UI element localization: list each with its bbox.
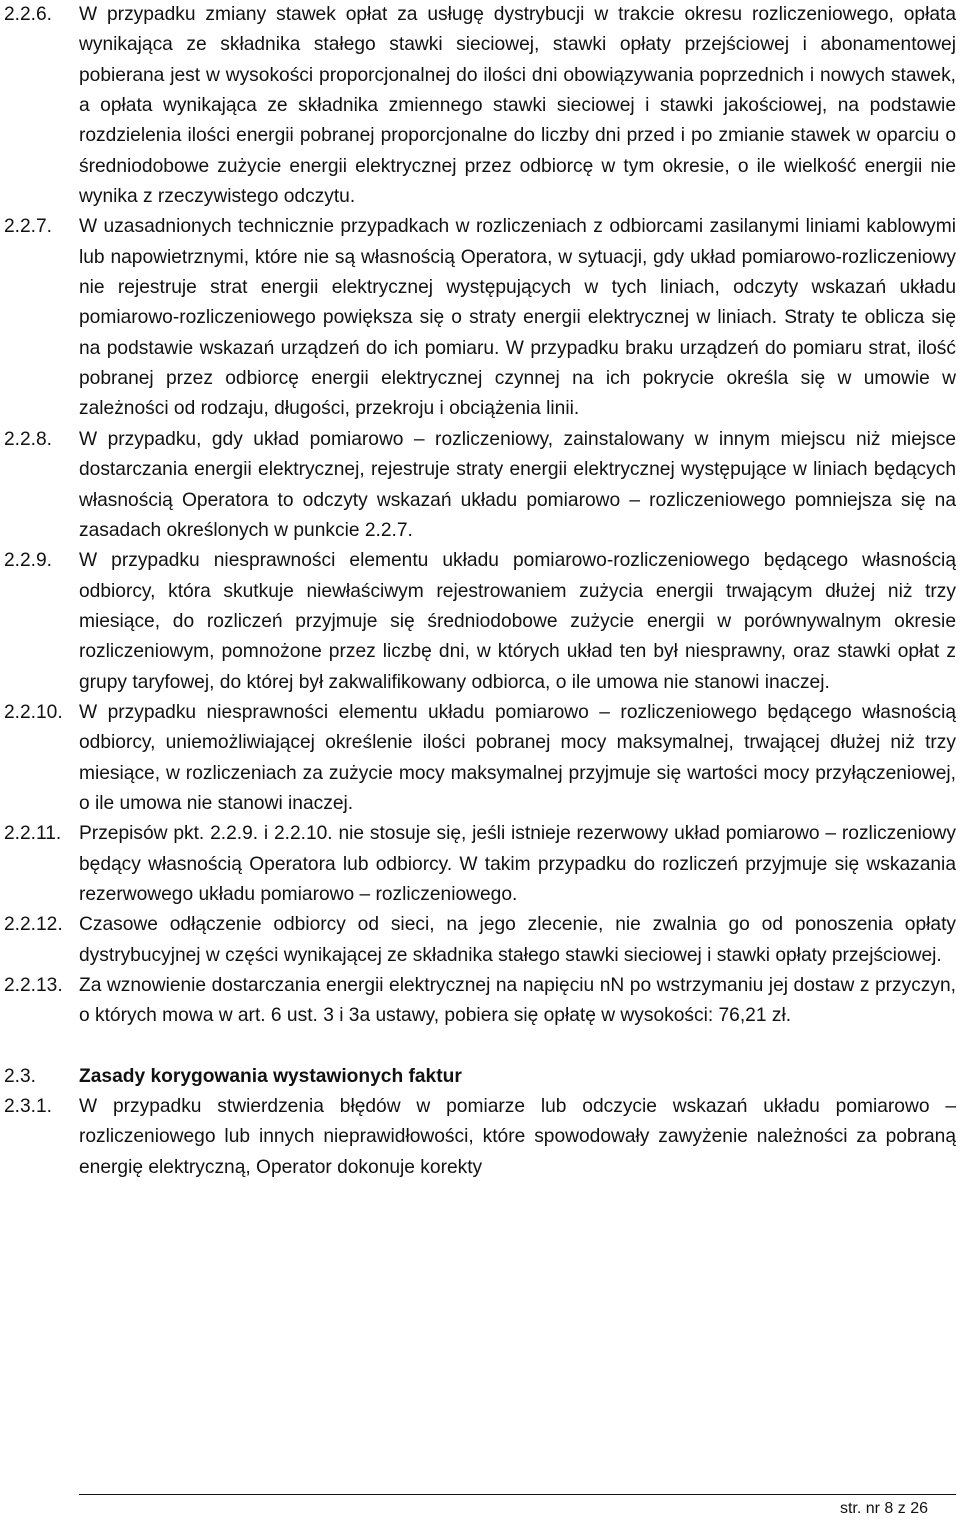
paragraph-text: Przepisów pkt. 2.2.9. i 2.2.10. nie stosuje się, jeśli istnieje rezerwowy układ pomiarowo – rozliczeniowy będący własnością Operatora lub odbiorcy. W takim przypadku do rozliczeń przyjmuje się wskazania rezerwowego układu pomiarowo – rozliczeniowego.: [79, 823, 956, 905]
paragraph-2-2-11: [4, 819, 956, 910]
paragraph-2-2-6: [4, 0, 956, 212]
paragraph-text: Czasowe odłączenie odbiorcy od sieci, na jego zlecenie, nie zwalnia go od ponoszenia opłaty dystrybucyjnej w części wynikającej ze składnika stałego stawki sieciowej i stawki opłaty przejściowej.: [79, 914, 956, 966]
paragraph-text: W uzasadnionych technicznie przypadkach w rozliczeniach z odbiorcami zasilanymi liniami kablowymi lub napowietrznymi, które nie są własnością Operatora, w sytuacji, gdy układ pomiarowo-rozliczeniowy nie rejestruje strat energii elektrycznej występujących w tych liniach, odczyty wskazań układu pomiarowo-rozliczeniowego powiększa się o straty energii elektrycznej w liniach. Straty te oblicza się na podstawie wskazań urządzeń do ich pomiaru. W przypadku braku urządzeń do pomiaru strat, ilość pobranej przez odbiorcę energii elektrycznej czynnej na ich pokrycie określa się w umowie w zależności od rodzaju, długości, przekroju i obciążenia linii.: [79, 216, 956, 420]
paragraph-2-2-8: [4, 425, 956, 546]
paragraph-number: 2.2.12.: [4, 914, 63, 936]
paragraph-number: 2.2.10.: [4, 701, 63, 723]
paragraph-2-2-7: [4, 212, 956, 424]
paragraph-text: Za wznowienie dostarczania energii elektrycznej na napięciu nN po wstrzymaniu jej dostaw z przyczyn, o których mowa w art. 6 ust. 3 i 3a ustawy, pobiera się opłatę w wysokości: 76,21 zł.: [79, 975, 956, 1027]
paragraph-2-3-1: [4, 1092, 956, 1183]
paragraph-number: 2.2.11.: [4, 823, 62, 845]
paragraph-number: 2.3.1.: [4, 1096, 53, 1118]
paragraph-number: 2.2.6.: [4, 4, 53, 25]
paragraph-2-2-9: [4, 546, 956, 698]
paragraph-2-2-12: [4, 910, 956, 971]
paragraph-text: W przypadku, gdy układ pomiarowo – rozliczeniowy, zainstalowany w innym miejscu niż miejsce dostarczania energii elektrycznej, rejestruje straty energii elektrycznej występujące w liniach będących własnością Operatora to odczyty wskazań układu pomiarowo – rozliczeniowego pomniejsza się na zasadach określonych w punkcie 2.2.7.: [79, 428, 956, 541]
paragraph-text: W przypadku niesprawności elementu układu pomiarowo – rozliczeniowego będącego własnością odbiorcy, uniemożliwiającej określenie ilości pobranej mocy maksymalnej, trwającej dłużej niż trzy miesiące, w rozliczeniach za zużycie mocy maksymalnej przyjmuje się wartości mocy przyłączeniowej, o ile umowa nie stanowi inaczej.: [79, 701, 956, 814]
paragraph-number: 2.2.9.: [4, 550, 53, 572]
section-title: Zasady korygowania wystawionych faktur: [79, 1065, 462, 1087]
section-number: 2.3.: [4, 1065, 37, 1087]
page-number-label: str. nr 8 z 26: [839, 1500, 928, 1517]
paragraph-number: 2.2.13.: [4, 975, 63, 996]
paragraph-text: W przypadku niesprawności elementu układu pomiarowo-rozliczeniowego będącego własnością odbiorcy, która skutkuje niewłaściwym rejestrowaniem zużycia energii trwającym dłużej niż trzy miesiące, do rozliczeń przyjmuje się średniodobowe zużycie energii w porównywalnym okresie rozliczeniowym, pomnożone przez liczbę dni, w których układ ten był niesprawny, oraz stawki opłat z grupy taryfowej, do której był zakwalifikowany odbiorca, o ile umowa nie stanowi inaczej.: [79, 550, 956, 693]
document-page: [4, 0, 956, 1183]
paragraph-number: 2.2.8.: [4, 428, 53, 450]
paragraph-2-2-13: [4, 971, 956, 1032]
paragraph-2-2-10: [4, 698, 956, 819]
paragraph-text: W przypadku stwierdzenia błędów w pomiarze lub odczycie wskazań układu pomiarowo – rozliczeniowego lub innych nieprawidłowości, które spowodowały zawyżenie należności za pobraną energię elektryczną, Operator dokonuje korekty: [79, 1096, 956, 1178]
footer-divider: [79, 1494, 956, 1495]
paragraph-text: W przypadku zmiany stawek opłat za usługę dystrybucji w trakcie okresu rozliczeniowego, opłata wynikająca ze składnika stałego stawki sieciowej, stawki opłaty przejściowej i abonamentowej pobierana jest w wysokości proporcjonalnej do ilości dni obowiązywania poprzednich i nowych stawek, a opłata wynikająca ze składnika zmiennego stawki sieciowej i stawki jakościowej, na podstawie rozdzielenia ilości energii pobranej proporcjonalne do liczby dni przed i po zmianie stawek w oparciu o średniodobowe zużycie energii elektrycznej przez odbiorcę w tym okresie, o ile wielkość energii nie wynika z rzeczywistego odczytu.: [79, 4, 956, 208]
section-heading: [4, 1062, 956, 1092]
paragraph-number: 2.2.7.: [4, 216, 53, 238]
